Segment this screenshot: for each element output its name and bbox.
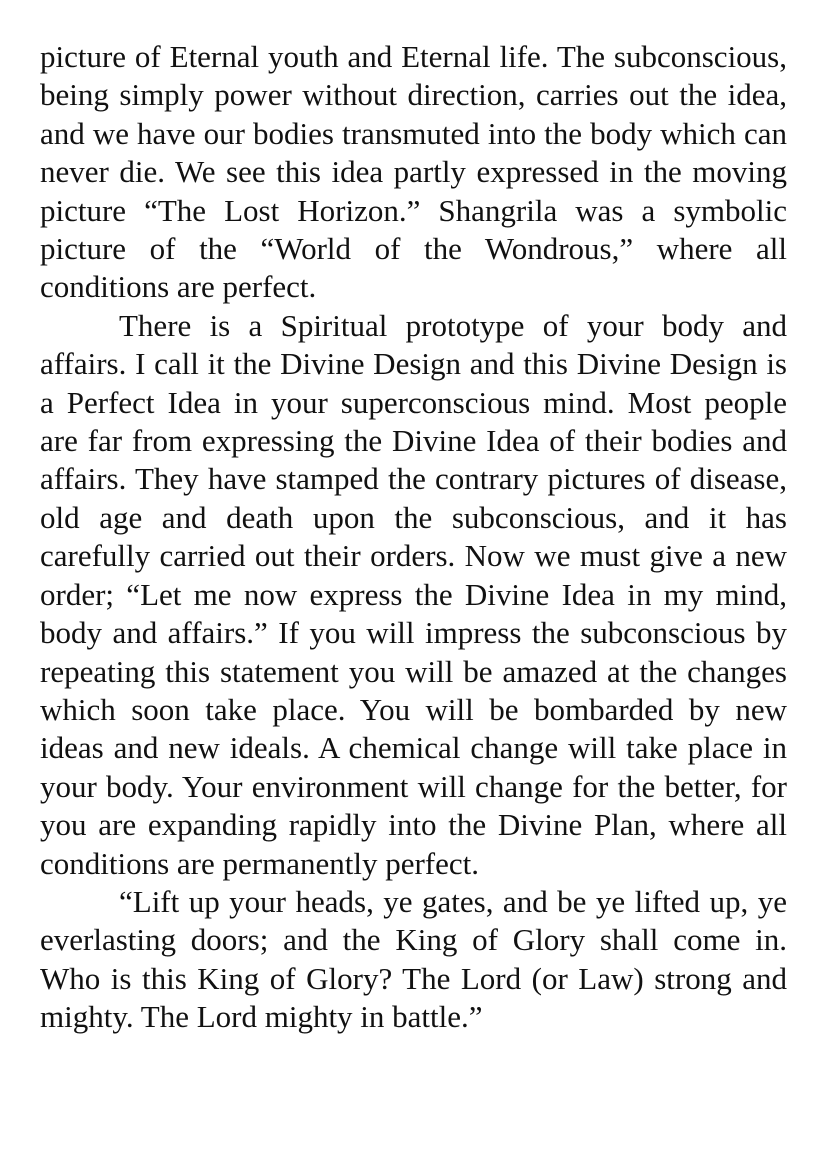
page-body [40, 38, 787, 1037]
paragraph-3: “Lift up your heads, ye gates, and be ye lifted up, ye everlasting doors; and the King of Glory shall come in. Who is this King of Glory? The Lord (or Law) strong and mighty. The Lord mighty in battle.” [40, 883, 787, 1035]
paragraph-1: picture of Eternal youth and Eternal life. The subconscious, being simply power without direction, carries out the idea, and we have our bodies transmuted into the body which can never die. We see this idea partly expressed in the moving picture “The Lost Horizon.” Shangrila was a symbolic picture of the “World of the Wondrous,” where all conditions are perfect. [40, 39, 787, 305]
paragraph-2: There is a Spiritual prototype of your body and affairs. I call it the Divine Design and this Divine Design is a Perfect Idea in your superconscious mind. Most people are far from expressing the Divine Idea of their bodies and affairs. They have stamped the contrary pictures of disease, old age and death upon the subconscious, and it has carefully carried out their orders. Now we must give a new order; “Let me now express the Divine Idea in my mind, body and affairs.” If you will impress the subconscious by repeating this statement you will be amazed at the changes which soon take place. You will be bombarded by new ideas and new ideals. A chemical change will take place in your body. Your environment will change for the better, for you are expanding rapidly into the Divine Plan, where all conditions are permanently perfect. [40, 307, 787, 881]
